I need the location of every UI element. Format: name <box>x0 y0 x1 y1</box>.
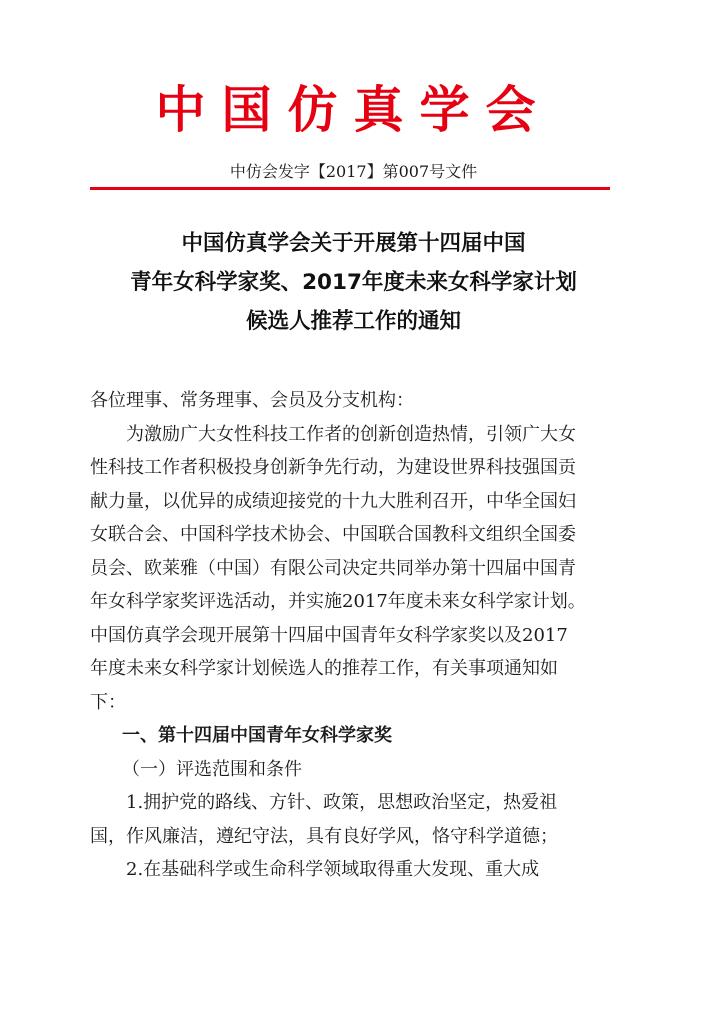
salutation: 各位理事、常务理事、会员及分支机构： <box>90 390 414 411</box>
paragraph-line: 员会、欧莱雅（中国）有限公司决定共同举办第十四届中国青 <box>90 557 576 579</box>
notice-title <box>0 224 707 341</box>
org-name-header: 中国仿真学会 <box>155 80 552 139</box>
section-heading: 一、第十四届中国青年女科学家奖 <box>122 725 392 746</box>
list-item-line: 1.拥护党的路线、方针、政策，思想政治坚定，热爱祖 <box>126 792 558 813</box>
list-item-line: 国，作风廉洁，遵纪守法，具有良好学风，恪守科学道德； <box>90 825 558 847</box>
notice-body <box>90 384 620 887</box>
red-divider-rule <box>90 187 610 190</box>
list-item-line: 2.在基础科学或生命科学领域取得重大发现、重大成 <box>126 859 540 880</box>
paragraph-line: 中国仿真学会现开展第十四届中国青年女科学家奖以及2017 <box>90 624 568 646</box>
title-line-1: 中国仿真学会关于开展第十四届中国 <box>181 231 526 256</box>
paragraph-line: 年女科学家奖评选活动，并实施2017年度未来女科学家计划。 <box>90 591 586 612</box>
paragraph-line: 年度未来女科学家计划候选人的推荐工作，有关事项通知如 <box>90 658 558 679</box>
paragraph-line: 为激励广大女性科技工作者的创新创造热情，引领广大女 <box>126 423 576 445</box>
document-number: 中仿会发字【2017】第007号文件 <box>229 162 478 181</box>
title-line-3: 候选人推荐工作的通知 <box>245 309 461 334</box>
paragraph-line: 性科技工作者积极投身创新争先行动，为建设世界科技强国贡 <box>90 457 576 478</box>
paragraph-line: 献力量，以优异的成绩迎接党的十九大胜利召开，中华全国妇 <box>90 490 576 512</box>
paragraph-line: 女联合会、中国科学技术协会、中国联合国教科文组织全国委 <box>90 524 576 545</box>
paragraph-line: 下： <box>90 691 126 713</box>
subsection-heading: （一）评选范围和条件 <box>122 758 302 780</box>
title-line-2: 青年女科学家奖、2017年度未来女科学家计划 <box>130 270 577 295</box>
